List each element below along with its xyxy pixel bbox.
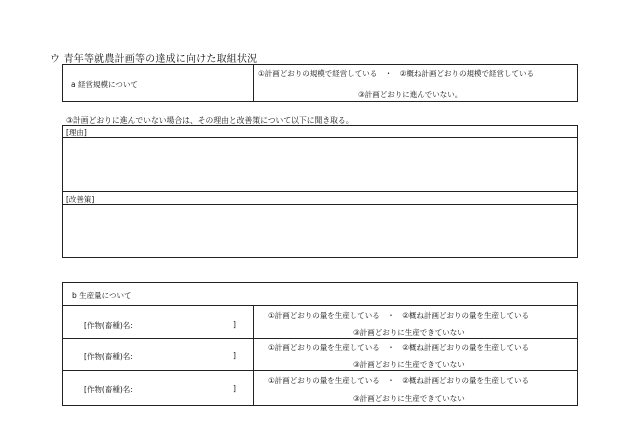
crop-name-close: ] [233, 351, 236, 360]
production-divider [253, 305, 254, 406]
crop-name-field[interactable] [144, 380, 230, 394]
production-option-line1: ①計画どおりの量を生産している ・ ②概ね計画どおりの量を生産している [268, 376, 529, 385]
scale-option-line1: ①計画どおりの規模で経営している ・ ②概ね計画どおりの規模で経営している [258, 69, 534, 78]
follow-up-note: ③計画どおりに進んでいない場合は、その理由と改善策について以下に聞き取る。 [66, 116, 354, 125]
section-heading: ウ 青年等就農計画等の達成に向けた取組状況 [50, 54, 258, 65]
production-option-line1: ①計画どおりの量を生産している ・ ②概ね計画どおりの量を生産している [268, 343, 529, 352]
crop-name-label: [作物(畜種)名: [84, 385, 133, 394]
crop-name-field[interactable] [144, 316, 230, 330]
crop-name-label: [作物(畜種)名: [84, 352, 133, 361]
production-option-line2: ③計画どおりに生産できていない [353, 394, 465, 403]
scale-option-line2: ③計画どおりに進んでいない。 [358, 90, 463, 99]
production-option-line1: ①計画どおりの量を生産している ・ ②概ね計画どおりの量を生産している [268, 311, 529, 320]
production-row-line [62, 370, 578, 371]
improvement-label: [改善策] [66, 195, 95, 204]
crop-name-label: [作物(畜種)名: [84, 321, 133, 330]
production-option-line2: ③計画どおりに生産できていない [353, 360, 465, 369]
crop-name-close: ] [233, 384, 236, 393]
crop-name-field[interactable] [144, 347, 230, 361]
production-title: b 生産量について [72, 291, 132, 300]
scale-table-divider [253, 64, 254, 102]
production-title-line [62, 305, 578, 306]
reason-field[interactable] [63, 138, 577, 191]
improvement-field[interactable] [63, 205, 577, 257]
production-row-line [62, 338, 578, 339]
crop-name-close: ] [233, 320, 236, 329]
scale-label: a 経営規模について [71, 80, 138, 89]
reason-bottom-line [62, 191, 578, 192]
reason-label: [理由] [66, 128, 87, 137]
production-option-line2: ③計画どおりに生産できていない [353, 328, 465, 337]
